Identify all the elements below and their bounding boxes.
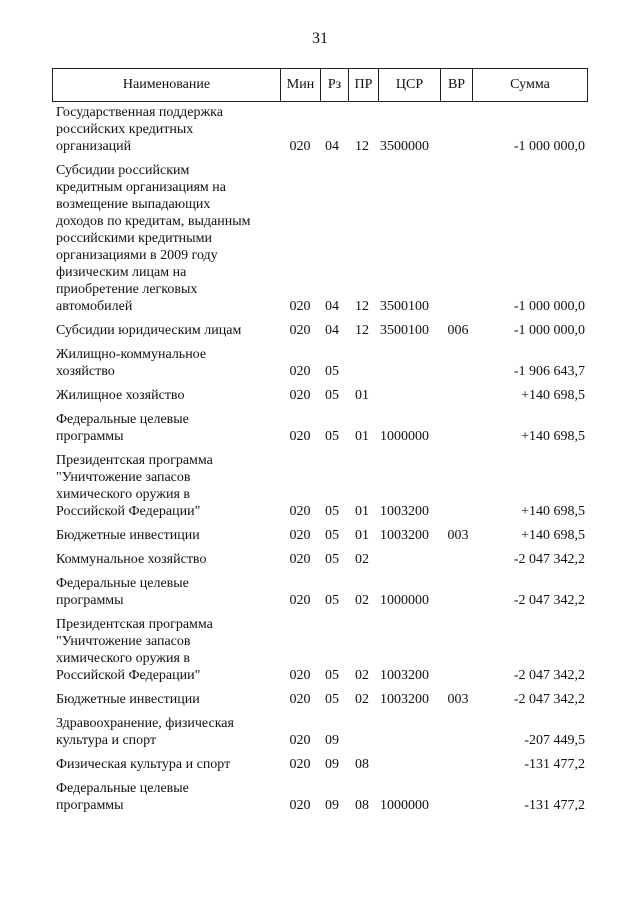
cell-pr: 12: [355, 139, 369, 154]
row-name-line: Государственная поддержка: [56, 105, 223, 120]
cell-vr: 006: [447, 323, 469, 338]
row-name-line: химического оружия в: [56, 487, 190, 502]
header-min: Мин: [281, 69, 321, 101]
cell-rz: 05: [325, 552, 339, 567]
cell-sum: -207 449,5: [524, 733, 585, 748]
cell-min: 020: [289, 528, 311, 543]
cell-pr: 12: [355, 323, 369, 338]
row-name-line: химического оружия в: [56, 651, 190, 666]
row-name: [56, 104, 272, 155]
table-row: [0, 322, 640, 339]
row-name-line: "Уничтожение запасов: [56, 470, 191, 485]
cell-pr: 12: [355, 299, 369, 314]
cell-min: 020: [289, 504, 311, 519]
row-name: [56, 575, 272, 609]
table-row: [0, 756, 640, 773]
cell-rz: 04: [325, 323, 339, 338]
header-vr: ВР: [441, 69, 473, 101]
cell-sum: +140 698,5: [521, 429, 585, 444]
table-row: [0, 780, 640, 814]
row-name: [56, 452, 272, 520]
row-name-line: доходов по кредитам, выданным: [56, 214, 251, 229]
row-name-line: Жилищное хозяйство: [56, 388, 185, 403]
cell-pr: 02: [355, 692, 369, 707]
row-name-line: возмещение выпадающих: [56, 197, 211, 212]
cell-rz: 04: [325, 299, 339, 314]
row-name-line: хозяйство: [56, 364, 115, 379]
row-name-line: Президентская программа: [56, 617, 213, 632]
table-body: [0, 104, 640, 814]
cell-min: 020: [289, 364, 311, 379]
row-name: [56, 616, 272, 684]
cell-pr: 01: [355, 388, 369, 403]
cell-sum: -2 047 342,2: [513, 593, 585, 608]
cell-csr: 1000000: [380, 593, 429, 608]
cell-csr: 1000000: [380, 798, 429, 813]
cell-vr: 003: [447, 692, 469, 707]
cell-sum: -131 477,2: [524, 798, 585, 813]
header-sum: Сумма: [510, 77, 550, 92]
cell-csr: 3500000: [380, 139, 429, 154]
cell-rz: 05: [325, 504, 339, 519]
row-name-line: физическим лицам на: [56, 265, 187, 280]
row-name-line: Федеральные целевые: [56, 781, 189, 796]
table-row: [0, 575, 640, 609]
cell-pr: 01: [355, 504, 369, 519]
row-name-line: культура и спорт: [56, 733, 157, 748]
cell-sum: -131 477,2: [524, 757, 585, 772]
cell-sum: -2 047 342,2: [513, 668, 585, 683]
cell-csr: 3500100: [380, 299, 429, 314]
header-csr: ЦСР: [379, 69, 441, 101]
row-name: [56, 715, 272, 749]
row-name-line: Федеральные целевые: [56, 576, 189, 591]
row-name-line: российских кредитных: [56, 122, 194, 137]
cell-sum: -1 000 000,0: [513, 139, 585, 154]
cell-sum: +140 698,5: [521, 528, 585, 543]
cell-sum: -1 000 000,0: [513, 323, 585, 338]
cell-rz: 05: [325, 668, 339, 683]
row-name: [56, 780, 272, 814]
cell-min: 020: [289, 323, 311, 338]
row-name-line: Здравоохранение, физическая: [56, 716, 234, 731]
row-name-line: программы: [56, 593, 124, 608]
row-name-line: Субсидии российским: [56, 163, 190, 178]
table-row: [0, 387, 640, 404]
row-name-line: автомобилей: [56, 299, 133, 314]
cell-min: 020: [289, 668, 311, 683]
row-name-line: организаций: [56, 139, 132, 154]
table-row: [0, 411, 640, 445]
table-row: [0, 162, 640, 315]
row-name: [56, 527, 272, 544]
row-name-line: Субсидии юридическим лицам: [56, 323, 242, 338]
row-name-line: программы: [56, 798, 124, 813]
table-row: [0, 104, 640, 155]
row-name: [56, 322, 272, 339]
table-row: [0, 691, 640, 708]
cell-csr: 1003200: [380, 528, 429, 543]
row-name-line: организациями в 2009 году: [56, 248, 218, 263]
cell-rz: 05: [325, 429, 339, 444]
cell-csr: 1003200: [380, 504, 429, 519]
cell-pr: 08: [355, 798, 369, 813]
cell-sum: -1 000 000,0: [513, 299, 585, 314]
table-header: [52, 68, 588, 102]
cell-min: 020: [289, 552, 311, 567]
row-name-line: кредитным организациям на: [56, 180, 226, 195]
cell-min: 020: [289, 388, 311, 403]
cell-rz: 04: [325, 139, 339, 154]
cell-sum: +140 698,5: [521, 388, 585, 403]
row-name: [56, 387, 272, 404]
cell-rz: 09: [325, 733, 339, 748]
table-row: [0, 715, 640, 749]
cell-rz: 05: [325, 528, 339, 543]
cell-sum: +140 698,5: [521, 504, 585, 519]
cell-csr: 1003200: [380, 692, 429, 707]
cell-min: 020: [289, 299, 311, 314]
row-name: [56, 162, 272, 315]
row-name-line: Жилищно-коммунальное: [56, 347, 207, 362]
page-number: 31: [312, 30, 328, 47]
row-name-line: Физическая культура и спорт: [56, 757, 231, 772]
cell-pr: 02: [355, 552, 369, 567]
cell-rz: 05: [325, 692, 339, 707]
cell-sum: -2 047 342,2: [513, 552, 585, 567]
header-pr: ПР: [349, 69, 379, 101]
row-name-line: Коммунальное хозяйство: [56, 552, 207, 567]
cell-rz: 05: [325, 593, 339, 608]
row-name-line: "Уничтожение запасов: [56, 634, 191, 649]
row-name: [56, 411, 272, 445]
row-name-line: Российской Федерации": [56, 504, 201, 519]
header-rz: Рз: [321, 69, 349, 101]
row-name-line: Президентская программа: [56, 453, 213, 468]
cell-csr: 1003200: [380, 668, 429, 683]
cell-min: 020: [289, 429, 311, 444]
row-name: [56, 346, 272, 380]
table-row: [0, 346, 640, 380]
cell-min: 020: [289, 593, 311, 608]
cell-pr: 01: [355, 528, 369, 543]
row-name-line: Бюджетные инвестиции: [56, 692, 200, 707]
cell-csr: 1000000: [380, 429, 429, 444]
cell-vr: 003: [447, 528, 469, 543]
table-row: [0, 616, 640, 684]
cell-pr: 02: [355, 668, 369, 683]
cell-rz: 09: [325, 798, 339, 813]
cell-csr: 3500100: [380, 323, 429, 338]
cell-rz: 09: [325, 757, 339, 772]
row-name: [56, 551, 272, 568]
cell-rz: 05: [325, 364, 339, 379]
row-name-line: российскими кредитными: [56, 231, 212, 246]
row-name-line: Бюджетные инвестиции: [56, 528, 200, 543]
cell-min: 020: [289, 798, 311, 813]
table-row: [0, 551, 640, 568]
header-name: Наименование: [53, 69, 281, 101]
row-name-line: программы: [56, 429, 124, 444]
cell-sum: -1 906 643,7: [513, 364, 585, 379]
cell-pr: 02: [355, 593, 369, 608]
table-row: [0, 527, 640, 544]
row-name: [56, 691, 272, 708]
cell-min: 020: [289, 139, 311, 154]
cell-min: 020: [289, 757, 311, 772]
table-row: [0, 452, 640, 520]
cell-min: 020: [289, 733, 311, 748]
cell-sum: -2 047 342,2: [513, 692, 585, 707]
row-name-line: Российской Федерации": [56, 668, 201, 683]
cell-pr: 08: [355, 757, 369, 772]
cell-pr: 01: [355, 429, 369, 444]
row-name-line: Федеральные целевые: [56, 412, 189, 427]
cell-min: 020: [289, 692, 311, 707]
cell-rz: 05: [325, 388, 339, 403]
row-name-line: приобретение легковых: [56, 282, 198, 297]
row-name: [56, 756, 272, 773]
